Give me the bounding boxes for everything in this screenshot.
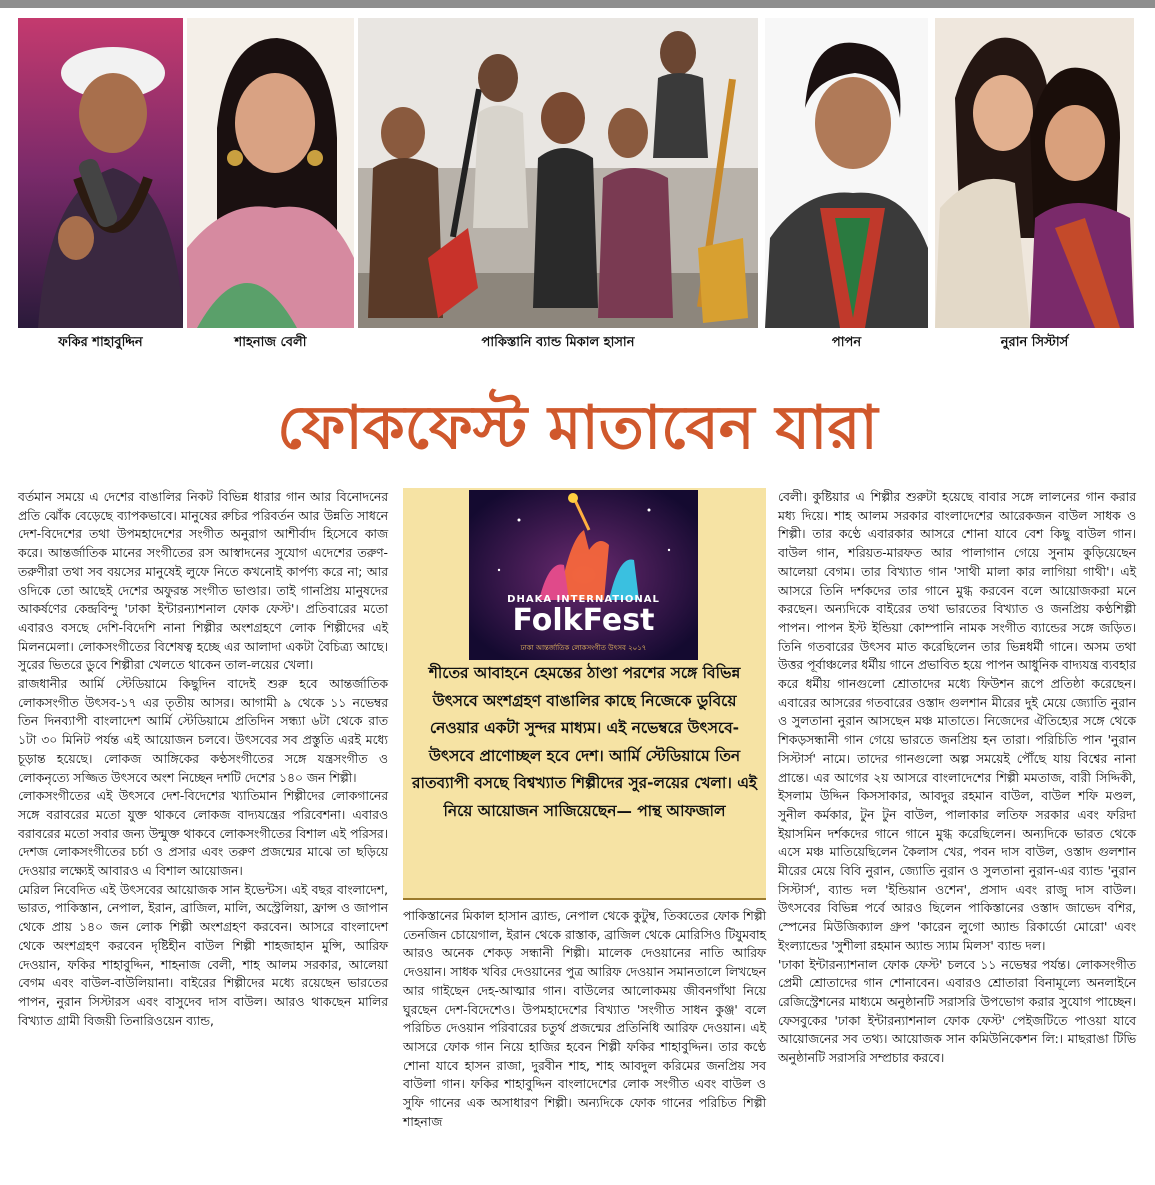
paragraph: 'ঢাকা ইন্টারন্যাশনাল ফোক ফেস্ট' চলবে ১১ নভেম্বর পর্যন্ত। লোকসংগীত প্রেমী শ্রোতাদের গান শোনাবেন। এবারও শ্রোতারা বিনামূল্যে অনলাইনে রেজিস্ট্রেশনের মাধ্যমে অনুষ্ঠানটি সরাসরি উপভোগ করার সুযোগ পাচ্ছেন। ফেসবুকের 'ঢাকা ইন্টারন্যাশনাল ফোক ফেস্ট' পেইজটিতে পাওয়া যাবে আয়োজনের সব তথ্য। আয়োজক সান কমিউনিকেশন লি:। মাছরাঙা টিভি অনুষ্ঠানটি সরাসরি সম্প্রচার করবে। <box>778 957 1136 1066</box>
paragraph: বর্তমান সময়ে এ দেশের বাঙালির নিকট বিভিন্ন ধারার গান আর বিনোদনের প্রতি ঝোঁক বেড়েছে ব্যাপকভাবে। মানুষের রুচির পরিবর্তন আর উন্নতি সাধনে দেশ-বিদেশের তথা উপমহাদেশের সংগীত অনুরাগ আশীর্বাদ হিসেবে কাজ করে। আন্তর্জাতিক মানের সংগীতের রস আস্বাদনের সুযোগ এদেশের তরুণ-তরুণীরা তথা সব বয়সের মানুষেই লুফে নিতে কখনোই কার্পণ্য করে না; আর ওদিকে তো আছেই দেশের অফুরন্ত সংগীত ভাণ্ডার। তাই গানপ্রিয় মানুষদের আকর্ষণের কেন্দ্রবিন্দু 'ঢাকা ইন্টারন্যাশনাল ফোক ফেস্ট'। প্রতিবারের মতো এবারও বসছে দেশি-বিদেশি নানা শিল্পীর অংশগ্রহণে লোক শিল্পীদের এই মিলনমেলা। লোকসংগীতের বিশেষত্ব হচ্ছে এর আলাদা একটা বৈচিত্র্য আছে। সুরের ভিতরে ডুবে শিল্পীরা খেলতে থাকেন তাল-লয়ের খেলা। <box>18 490 388 673</box>
article-column-left <box>18 488 388 1030</box>
intro-box-rule <box>403 898 766 900</box>
article-column-right <box>778 488 1136 1068</box>
paragraph: বেলী। কুষ্টিয়ার এ শিল্পীর শুরুটা হয়েছে বাবার সঙ্গে লালনের গান করার মধ্য দিয়ে। শাহ আলম সরকার বাংলাদেশের আরেকজন বাউল সাধক ও শিল্পী। তার কণ্ঠে এবারকার আসরে শোনা যাবে বেশ কিছু বাউল গান। বাউল গান, শরিয়ত-মারফত আর পালাগান গেয়ে সুনাম কুড়িয়েছেন আলেয়া বেগম। তার বিখ্যাত গান 'সাথী মালা কার লাগিয়া গাথী'। এই আসরে তিনি দর্শকদের তার গানে মুগ্ধ করবেন বলে আয়োজকরা মনে করছেন। অন্যদিকে বাইরের তথা ভারতের বিখ্যাত ও জনপ্রিয় কণ্ঠশিল্পী পাপন। পাপন ইস্ট ইন্ডিয়া কোম্পানি নামক সংগীত ব্যান্ডের সঙ্গে জড়িত। তিনি গতবারের উৎসব মাত করেছিলেন তার ভিন্নধর্মী গানে। অসম তথা উত্তর পূর্বাঞ্চলের ধর্মীয় গানে প্রভাবিত হয়ে পাপন আধুনিক বাদ্যযন্ত্র ব্যবহার করে ধর্মীয় গানগুলো শ্রোতাদের মধ্যে ফিউশন রূপে প্রতিষ্ঠা করেছেন। এবারের আসরের গতবারের ওস্তাদ গুলশান মীরের দুই মেয়ে জ্যোতি নুরান ও সুলতানা নুরান আসছেন মঞ্চ মাতাতে। নিজেদের ঐতিহ্যের সঙ্গে থেকে শিকড়সন্ধানী গান গেয়ে ভারতে জনপ্রিয় হন তারা। পরিচিতি পান 'নুরান সিস্টার্স' নামে। তাদের গানগুলো অল্প সময়েই পৌঁছে যায় বিশ্বের নানা প্রান্তে। এর আগের ২য় আসরে বাংলাদেশের শিল্পী মমতাজ, বারী সিদ্দিকী, ইসলাম উদ্দিন কিসসাকার, আবদুর রহমান বাউল, বাউল শফি মণ্ডল, সুনীল কর্মকার, টুন টুন বাউল, পালাকার লতিফ সরকার এবং ফরিদা ইয়াসমিন দর্শকদের গানে গানে মুগ্ধ করেছিলেন। অন্যদিকে ভারত থেকে এসে মঞ্চ মাতিয়েছিলেন কৈলাস খের, পবন দাস বাউল, ওস্তাদ গুলশান মীরের মেয়ে বিবি নুরান, জ্যোতি নুরান ও সুলতানা নুরান-এর ব্যান্ড 'নুরান সিস্টার্স', ব্যান্ড দল 'ইন্ডিয়ান ওশেন', প্রসাদ এবং রাজু দাস বাউল। উৎসবের বিভিন্ন পর্বে আরও ছিলেন পাকিস্তানের ওস্তাদ জাভেদ বশির, স্পেনের মিউজিক্যাল গ্রুপ 'কারেন লুগো অ্যান্ড রিকার্ডো মোরো' এবং ইংল্যান্ডের 'সুশীলা রহমান অ্যান্ড স্যাম মিলস' ব্যান্ড দল। <box>778 490 1136 953</box>
folkfest-poster <box>469 490 698 660</box>
poster-brand: FolkFest <box>512 603 655 638</box>
photo-papon <box>765 18 928 328</box>
intro-text <box>408 660 761 825</box>
paragraph: মেরিল নিবেদিত এই উৎসবের আয়োজক সান ইভেন্টস। এই বছর বাংলাদেশ, ভারত, পাকিস্তান, নেপাল, ইরান, ব্রাজিল, মালি, অস্ট্রেলিয়া, ফ্রান্স ও জাপান থেকে প্রায় ১৪০ জন লোক শিল্পী অংশগ্রহণ করবেন। আসরে বাংলাদেশ থেকে অংশগ্রহণ করবেন দৃষ্টিহীন বাউল শিল্পী শাহজাহান মুন্সি, আরিফ দেওয়ান, ফকির শাহাবুদ্দিন, শাহনাজ বেলী, শাহ আলম সরকার, আলেয়া বেগম এবং বাউল-বাউলিয়ানা। বাইরের শিল্পীদের মধ্যে রয়েছেন ভারতের পাপন, নুরান সিস্টারস এবং বাসুদেব দাস বাউল। আরও থাকছেন মালির বিখ্যাত গ্রামী বিজয়ী তিনারিওয়েন ব্যান্ড, <box>18 882 388 1028</box>
intro-lead: শীতের আবাহনে হেমন্তের ঠাণ্ডা পরশের সঙ্গে বিভিন্ন উৎসবে অংশগ্রহণ বাঙালির কাছে নিজেকে ডুবিয়ে নেওয়ার একটা সুন্দর মাধ্যম। এই নভেম্বরে উৎসবে-উৎসবে প্রাণোচ্ছল হবে দেশ। আর্মি স্টেডিয়ামে তিন রাতব্যাপী বসছে বিশ্বখ্যাত শিল্পীদের সুর-লয়ের খেলা। এই নিয়ে আয়োজন সাজিয়েছেন— <box>412 664 757 820</box>
poster-subtitle: ঢাকা আন্তর্জাতিক লোকসংগীত উৎসব ২০১৭ <box>520 644 647 652</box>
author-byline: পান্থ আফজাল <box>637 801 726 820</box>
photo-caption: ফকির শাহাবুদ্দিন <box>58 335 143 350</box>
photo-caption: পাপন <box>831 335 862 350</box>
poster-line1: DHAKA INTERNATIONAL <box>507 594 660 605</box>
top-rule <box>0 0 1155 8</box>
article-column-middle <box>403 907 766 1131</box>
photo-nooran-sisters <box>935 18 1134 328</box>
paragraph: লোকসংগীতের এই উৎসবে দেশ-বিদেশের খ্যাতিমান শিল্পীদের লোকগানের সঙ্গে বরাবরের মতো যুক্ত থাকবে লোকজ বাদ্যযন্ত্রের পরিবেশনা। এবারও বরাবরের মতো সবার জন্য উন্মুক্ত থাকবে লোকসংগীতের বিশাল এই পরিসর। দেশজ লোকসংগীতের চর্চা ও প্রসার এবং তরুণ প্রজন্মের মাঝে তা ছড়িয়ে দেওয়ার লক্ষ্যেই আবারও এ বিশাল আয়োজন। <box>18 789 388 879</box>
photo-caption: পাকিস্তানি ব্যান্ড মিকাল হাসান <box>481 335 635 350</box>
photo-caption: নুরান সিস্টার্স <box>1000 335 1069 350</box>
photo-caption: শাহনাজ বেলী <box>234 335 307 350</box>
paragraph: পাকিস্তানের মিকাল হাসান ব্র্যান্ড, নেপাল থেকে কুটুম্ব, তিব্বতের ফোক শিল্পী তেনজিন চোয়েগাল, ইরান থেকে রাস্তাক, ব্রাজিল থেকে মোরিসিও টিযুমবাহ আরও অনেক শেকড় সন্ধানী শিল্পী। মালেক দেওয়ানের নাতি আরিফ দেওয়ান। সাধক খবির দেওয়ানের পুত্র আরিফ দেওয়ান সমানতালে লিখছেন আর গাইছেন দেহ-আত্মার গান। বাউলের আলোকময় জীবনগাঁথা নিয়ে ঘুরছেন দেশ-বিদেশেও। উপমহাদেশের বিখ্যাত 'সংগীত সাধন কুঞ্জ' বলে পরিচিত দেওয়ান পরিবারের চতুর্থ প্রজন্মের প্রতিনিধি আরিফ দেওয়ান। এই আসরে ফোক গান নিয়ে হাজির হবেন শিল্পী ফকির শাহাবুদ্দিন। তার কণ্ঠে শোনা যাবে হাসন রাজা, দুরবীন শাহ, শাহ আবদুল করিমের জনপ্রিয় সব বাউলা গান। ফকির শাহাবুদ্দিন বাংলাদেশের লোক সংগীত এবং বাউল ও সুফি গানের এক অসাধারণ শিল্পী। অন্যদিকে ফোক গানের পরিচিত শিল্পী শাহনাজ <box>403 909 766 1129</box>
paragraph: রাজধানীর আর্মি স্টেডিয়ামে কিছুদিন বাদেই শুরু হবে আন্তর্জাতিক লোকসংগীত উৎসব-১৭ এর তৃতীয় আসর। আগামী ৯ থেকে ১১ নভেম্বর তিন দিনব্যাপী বাংলাদেশ আর্মি স্টেডিয়ামে প্রতিদিন সন্ধ্যা ৬টা থেকে রাত ১টা ৩০ মিনিট পর্যন্ত এই আয়োজন চলবে। উৎসবের সব প্রস্তুতি এরই মধ্যে চূড়ান্ত হয়েছে। লোকজ আঙ্গিকের কণ্ঠসংগীতের সঙ্গে যন্ত্রসংগীত ও লোকনৃত্যে সজ্জিত উৎসবে অংশ নিচ্ছেন দশটি দেশের ১৪০ জন শিল্পী। <box>18 677 388 785</box>
article-headline: ফোকফেস্ট মাতাবেন যারা <box>277 393 878 463</box>
photo-mekaal-hasan-band <box>358 18 758 328</box>
photo-shahnaz-beli <box>187 18 354 328</box>
photo-fakir-shahabuddin <box>18 18 183 328</box>
